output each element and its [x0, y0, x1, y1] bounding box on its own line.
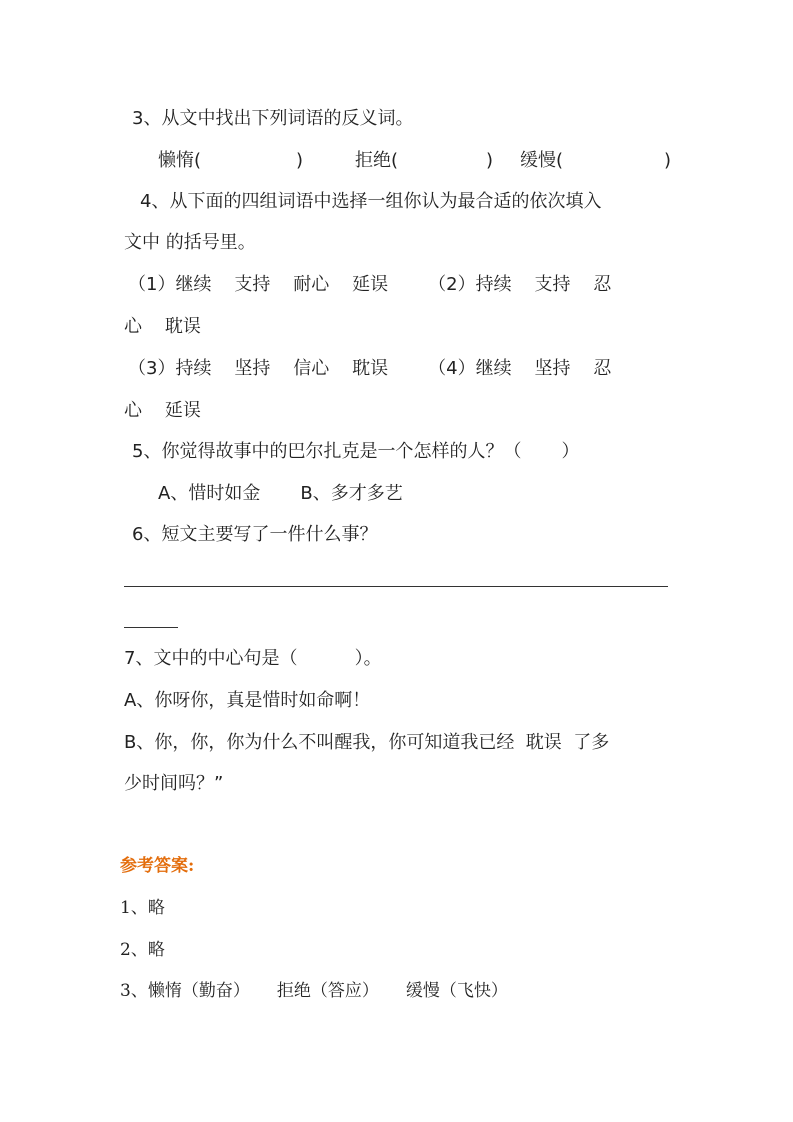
- q3-item-lazy: 懒惰(: [158, 150, 202, 171]
- q7-option-b-line2: 少时间吗？”: [124, 773, 224, 794]
- q4-option-1-2-line1: （1）继续 支持 耐心 延误 （2）持续 支持 忍: [128, 274, 612, 295]
- q3-item-refuse: 拒绝(: [355, 150, 399, 171]
- q7-title: 7、文中的中心句是（ ）。: [124, 648, 382, 669]
- q4-option-3-4-line2: 心 延误: [124, 400, 201, 421]
- q3-item-slow: 缓慢(: [520, 150, 564, 171]
- answer-3: 3、懒惰（勤奋） 拒绝（答应） 缓慢（飞快）: [120, 981, 508, 1001]
- q3-bracket-close: ): [486, 150, 494, 171]
- q3-bracket-close: ): [296, 150, 304, 171]
- q6-answer-line-short: [124, 627, 178, 628]
- q7-option-b-line1: B、你，你，你为什么不叫醒我，你可知道我已经 耽误 了多: [124, 732, 610, 753]
- answer-1: 1、略: [120, 898, 165, 918]
- q5-options: A、惜时如金 B、多才多艺: [158, 483, 403, 504]
- q4-title-line1: 4、从下面的四组词语中选择一组你认为最合适的依次填入: [140, 191, 602, 212]
- q6-title: 6、短文主要写了一件什么事？: [132, 524, 378, 545]
- q7-option-a: A、你呀你，真是惜时如命啊！: [124, 690, 371, 711]
- q4-option-1-2-line2: 心 耽误: [124, 316, 201, 337]
- q3-title: 3、从文中找出下列词语的反义词。: [132, 108, 414, 129]
- q4-title-line2: 文中 的括号里。: [124, 232, 256, 253]
- q4-option-3-4-line1: （3）持续 坚持 信心 耽误 （4）继续 坚持 忍: [128, 358, 612, 379]
- q6-answer-line: [124, 586, 668, 587]
- q5-title: 5、你觉得故事中的巴尔扎克是一个怎样的人？（ ）: [132, 441, 580, 462]
- answer-2: 2、略: [120, 940, 165, 960]
- answers-heading: 参考答案:: [120, 856, 195, 876]
- q3-bracket-close: ): [664, 150, 672, 171]
